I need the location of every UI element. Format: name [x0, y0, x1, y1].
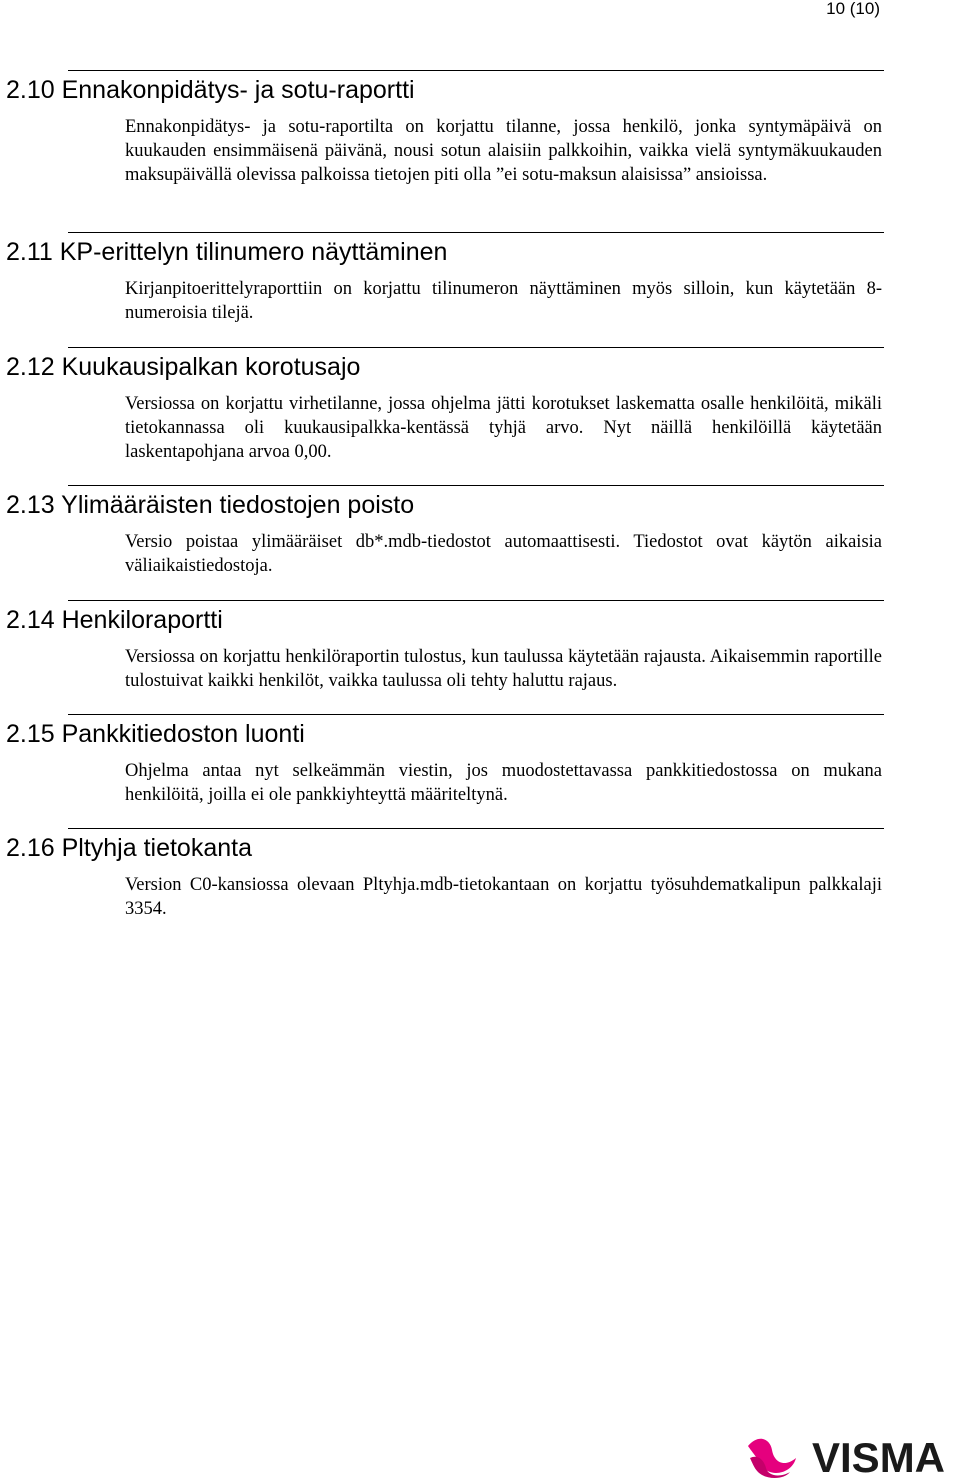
section-divider [68, 485, 884, 486]
visma-logo-text: VISMA [812, 1434, 946, 1480]
section-2-16 [6, 828, 884, 921]
section-body: Versiossa on korjattu henkilöraportin tulostus, kun taulussa käytetään rajausta. Aikaisemmin raportille tulostuivat kaikki henkilöt, vaikka taulussa oli tehty haluttu rajaus. [125, 647, 882, 691]
section-divider [68, 828, 884, 829]
section-heading: 2.14 Henkiloraportti [6, 606, 223, 634]
section-heading: 2.15 Pankkitiedoston luonti [6, 720, 305, 748]
section-body: Versiossa on korjattu virhetilanne, jossa ohjelma jätti korotukset laskematta osalle henkilöitä, mikäli tietokannassa oli kuukausipalkka-kentässä tyhjä arvo. Nyt näillä henkilöillä käytetään laskentapohjana arvoa 0,00. [125, 394, 882, 462]
section-divider [68, 232, 884, 233]
section-divider [68, 714, 884, 715]
section-heading: 2.11 KP-erittelyn tilinumero näyttäminen [6, 238, 448, 266]
section-2-11 [6, 232, 884, 325]
section-divider [68, 347, 884, 348]
section-divider [68, 70, 884, 71]
section-2-15 [6, 714, 884, 807]
section-2-14 [6, 600, 884, 693]
visma-logo-mark [748, 1439, 796, 1478]
section-heading: 2.16 Pltyhja tietokanta [6, 834, 252, 862]
section-body: Version C0-kansiossa olevaan Pltyhja.mdb-tietokantaan on korjattu työsuhdematkalipun palkkalaji 3354. [125, 875, 882, 919]
section-heading: 2.13 Ylimääräisten tiedostojen poisto [6, 491, 415, 519]
section-2-12 [6, 347, 884, 464]
section-heading: 2.12 Kuukausipalkan korotusajo [6, 353, 361, 381]
visma-logo [740, 1428, 960, 1480]
section-body: Versio poistaa ylimääräiset db*.mdb-tiedostot automaattisesti. Tiedostot ovat käytön aikaisia väliaikaistiedostoja. [125, 532, 882, 576]
section-body: Ennakonpidätys- ja sotu-raportilta on korjattu tilanne, jossa henkilö, jonka syntymäpäivä on kuukauden ensimmäisenä päivänä, nousi sotun alaisiin palkkoihin, vaikka vielä syntymäkuukauden maksupäivällä olevissa palkoissa tietojen piti olla ”ei sotu-maksun alaisissa” ansioissa. [125, 117, 882, 185]
section-body: Ohjelma antaa nyt selkeämmän viestin, jos muodostettavassa pankkitiedostossa on mukana henkilöitä, joilla ei ole pankkiyhteyttä määriteltynä. [125, 761, 882, 805]
section-divider [68, 600, 884, 601]
section-heading: 2.10 Ennakonpidätys- ja sotu-raportti [6, 76, 415, 104]
page-number: 10 (10) [826, 0, 880, 18]
section-2-10 [6, 70, 884, 187]
section-2-13 [6, 485, 884, 578]
section-body: Kirjanpitoerittelyraporttiin on korjattu tilinumeron näyttäminen myös silloin, kun käytetään 8-numeroisia tilejä. [125, 279, 882, 323]
